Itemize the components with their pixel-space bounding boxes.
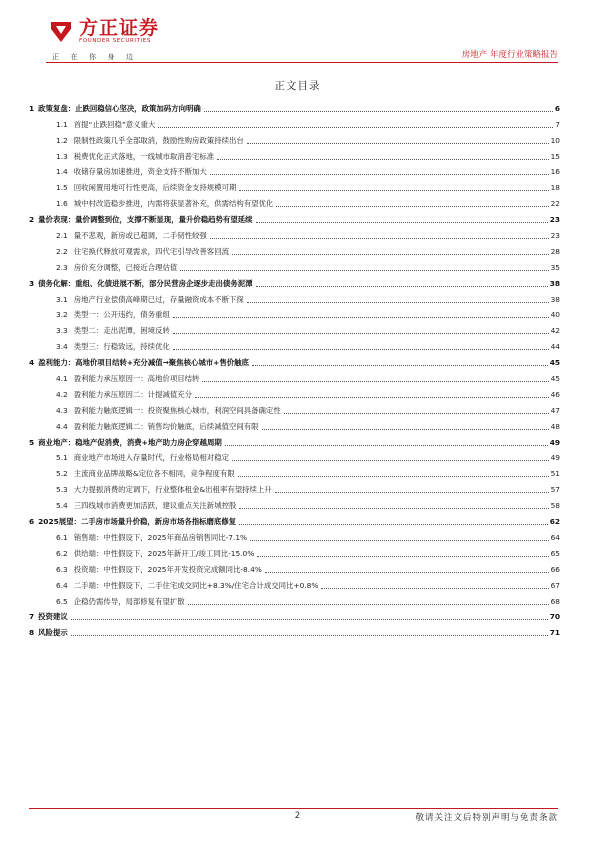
toc-leader-dots	[232, 460, 549, 461]
toc-page-number: 6	[554, 103, 560, 113]
toc-entry-title: 投资端：中性假设下，2025年开发投资完成额同比-8.4%	[73, 564, 262, 574]
toc-entry-title: 主流商业品牌战略&定位各不相同，竞争程度有限	[73, 469, 235, 479]
toc-entry-number: 1.5	[56, 183, 68, 193]
toc-page-number: 35	[550, 262, 560, 272]
toc-leader-dots	[188, 604, 549, 605]
toc-section-entry[interactable]	[29, 289, 560, 305]
toc-leader-dots	[276, 206, 548, 207]
toc-chapter-entry[interactable]	[29, 352, 560, 368]
report-type-label: 房地产 年度行业策略报告	[461, 50, 558, 60]
toc-section-entry[interactable]	[29, 495, 560, 511]
toc-page-number: 70	[549, 612, 560, 622]
toc-section-entry[interactable]	[29, 130, 560, 146]
toc-leader-dots	[71, 619, 548, 620]
toc-entry-title: 三四线城市消费更加活跃，建议重点关注新城控股	[73, 501, 237, 511]
toc-entry-title: 首提“止跌回稳”意义重大	[73, 119, 156, 129]
toc-entry-title: 类型一：公开违约，债务重组	[73, 310, 170, 320]
company-slogan: 正在你身边	[52, 53, 145, 61]
toc-section-entry[interactable]	[29, 527, 560, 543]
toc-entry-number: 6	[29, 517, 35, 527]
toc-entry-title: 量价表现：量价调整到位，支撑不断显现，量升价稳趋势有望延续	[38, 215, 253, 225]
toc-leader-dots	[262, 429, 549, 430]
toc-entry-number: 6.4	[56, 580, 68, 590]
toc-leader-dots	[225, 445, 548, 446]
toc-section-entry[interactable]	[29, 336, 560, 352]
toc-page-number: 10	[550, 135, 560, 145]
toc-page-number: 16	[550, 167, 560, 177]
toc-entry-title: 大力提振消费的定调下，行业整体租金&出租率有望持续上升	[73, 485, 272, 495]
toc-section-entry[interactable]	[29, 575, 560, 591]
toc-page-number: 46	[550, 389, 560, 399]
toc-entry-title: 债务化解：重组、化债进展不断，部分民营房企逐步走出债务泥潭	[38, 278, 253, 288]
toc-page-number: 66	[550, 564, 560, 574]
toc-entry-title: 盈利能力触底逻辑一：投资聚焦核心城市，利润空间具备确定性	[73, 405, 281, 415]
toc-leader-dots	[180, 270, 548, 271]
toc-section-entry[interactable]	[29, 114, 560, 130]
toc-entry-title: 回收闲置用地可行性更高，后续资金支持规模可期	[73, 183, 237, 193]
toc-entry-title: 风险提示	[38, 628, 68, 638]
toc-entry-number: 5.4	[56, 501, 68, 511]
toc-page-number: 15	[550, 151, 560, 161]
toc-section-entry[interactable]	[29, 241, 560, 257]
toc-entry-title: 量不悲观，新房或已超调，二手韧性较强	[73, 231, 207, 241]
toc-leader-dots	[202, 381, 548, 382]
toc-page-number: 62	[549, 517, 560, 527]
toc-entry-number: 3.2	[56, 310, 68, 320]
toc-page-number: 49	[550, 453, 560, 463]
toc-leader-dots	[173, 317, 549, 318]
toc-section-entry[interactable]	[29, 146, 560, 162]
toc-chapter-entry[interactable]	[29, 622, 560, 638]
logo-chinese-name: 方正证券	[79, 17, 160, 39]
toc-leader-dots	[173, 349, 549, 350]
toc-entry-number: 5.2	[56, 469, 68, 479]
toc-chapter-entry[interactable]	[29, 209, 560, 225]
footer-divider	[29, 808, 558, 809]
toc-page-number: 28	[550, 246, 560, 256]
toc-entry-title: 收储存量房加速推进，资金支持不断加大	[73, 167, 207, 177]
toc-page-number: 45	[549, 358, 560, 368]
founder-logo-icon	[48, 19, 74, 45]
toc-entry-title: 供给端：中性假设下，2025年新开工/竣工同比-15.0%	[73, 548, 255, 558]
toc-page-number: 22	[550, 199, 560, 209]
table-of-contents	[29, 98, 560, 638]
toc-page-number: 47	[550, 405, 560, 415]
toc-section-entry[interactable]	[29, 225, 560, 241]
toc-section-entry[interactable]	[29, 400, 560, 416]
toc-leader-dots	[239, 508, 548, 509]
toc-page-number: 38	[549, 278, 560, 288]
toc-leader-dots	[210, 174, 549, 175]
company-logo	[48, 18, 159, 45]
toc-leader-dots	[247, 302, 549, 303]
toc-entry-title: 盈利能力触底逻辑二：销售均价触底，后续减值空间有限	[73, 421, 259, 431]
toc-leader-dots	[232, 254, 549, 255]
toc-entry-number: 4	[29, 358, 35, 368]
toc-chapter-entry[interactable]	[29, 432, 560, 448]
toc-entry-title: 政策复盘：止跌回稳信心坚决，政策加码方向明确	[38, 103, 201, 113]
toc-section-entry[interactable]	[29, 320, 560, 336]
toc-entry-title: 税费优化正式落地，一线城市取消普宅标准	[73, 151, 215, 161]
toc-entry-number: 1.6	[56, 199, 68, 209]
toc-leader-dots	[265, 572, 549, 573]
toc-leader-dots	[204, 111, 553, 112]
toc-page-number: 42	[550, 326, 560, 336]
toc-entry-number: 1	[29, 103, 35, 113]
toc-page-number: 71	[549, 628, 560, 638]
toc-section-entry[interactable]	[29, 559, 560, 575]
toc-chapter-entry[interactable]	[29, 607, 560, 623]
toc-leader-dots	[210, 238, 549, 239]
toc-entry-number: 3.1	[56, 294, 68, 304]
toc-entry-number: 6.5	[56, 596, 68, 606]
header-divider	[46, 62, 558, 63]
toc-leader-dots	[158, 127, 553, 128]
toc-section-entry[interactable]	[29, 368, 560, 384]
toc-leader-dots	[257, 556, 548, 557]
toc-entry-number: 6.3	[56, 564, 68, 574]
toc-section-entry[interactable]	[29, 384, 560, 400]
toc-entry-number: 5.3	[56, 485, 68, 495]
toc-entry-number: 2.2	[56, 246, 68, 256]
toc-section-entry[interactable]	[29, 305, 560, 321]
toc-leader-dots	[284, 413, 549, 414]
toc-section-entry[interactable]	[29, 193, 560, 209]
toc-section-entry[interactable]	[29, 591, 560, 607]
toc-leader-dots	[217, 159, 548, 160]
toc-leader-dots	[239, 190, 548, 191]
toc-entry-title: 住宅换代释放可观需求，四代宅引导改善客回流	[73, 246, 229, 256]
toc-section-entry[interactable]	[29, 416, 560, 432]
toc-entry-number: 4.4	[56, 421, 68, 431]
toc-entry-number: 5.1	[56, 453, 68, 463]
toc-leader-dots	[275, 492, 549, 493]
toc-leader-dots	[250, 540, 549, 541]
toc-entry-number: 1.4	[56, 167, 68, 177]
toc-leader-dots	[247, 143, 549, 144]
toc-entry-title: 盈利能力承压原因二：计提减值充分	[73, 389, 193, 399]
toc-entry-title: 盈利能力：高地价项目结转+充分减值→聚焦核心城市+售价触底	[38, 358, 249, 368]
toc-section-entry[interactable]	[29, 162, 560, 178]
toc-section-entry[interactable]	[29, 479, 560, 495]
toc-page-number: 57	[550, 485, 560, 495]
page-number: 2	[294, 811, 301, 821]
toc-page-number: 7	[555, 119, 560, 129]
toc-entry-number: 7	[29, 612, 35, 622]
toc-leader-dots	[71, 635, 548, 636]
toc-entry-number: 4.2	[56, 389, 68, 399]
toc-page-number: 38	[550, 294, 560, 304]
toc-entry-number: 2.3	[56, 262, 68, 272]
toc-page-number: 45	[550, 374, 560, 384]
toc-entry-title: 二手端：中性假设下，二手住宅成交同比+8.3%/住宅合计成交同比+0.8%	[73, 580, 319, 590]
toc-entry-title: 企稳仍需传导，局部修复有望扩散	[73, 596, 185, 606]
toc-leader-dots	[173, 333, 549, 334]
toc-entry-title: 盈利能力承压原因一：高地价项目结转	[73, 374, 200, 384]
toc-entry-number: 2.1	[56, 231, 68, 241]
toc-page-number: 64	[550, 532, 560, 542]
toc-page-number: 23	[549, 215, 560, 225]
toc-entry-number: 3.4	[56, 342, 68, 352]
toc-page-number: 48	[550, 421, 560, 431]
toc-leader-dots	[256, 222, 548, 223]
toc-leader-dots	[239, 524, 548, 525]
toc-entry-title: 房地产行业偿债高峰期已过，存量融资成本不断下探	[73, 294, 244, 304]
toc-leader-dots	[195, 397, 549, 398]
toc-leader-dots	[252, 365, 548, 366]
toc-entry-title: 商业地产：稳地产促消费，消费+地产助力房企穿越周期	[38, 437, 222, 447]
toc-entry-title: 限制性政策几乎全部取消，鼓励性购房政策持续出台	[73, 135, 244, 145]
toc-section-entry[interactable]	[29, 257, 560, 273]
toc-section-entry[interactable]	[29, 177, 560, 193]
toc-entry-number: 3	[29, 278, 35, 288]
toc-entry-title: 2025展望：二手房市场量升价稳，新房市场各指标磨底修复	[38, 517, 237, 527]
toc-entry-number: 5	[29, 437, 35, 447]
toc-entry-number: 4.3	[56, 405, 68, 415]
toc-entry-number: 6.1	[56, 532, 68, 542]
toc-page-number: 40	[550, 310, 560, 320]
toc-entry-number: 8	[29, 628, 35, 638]
toc-page-number: 49	[549, 437, 560, 447]
toc-entry-number: 3.3	[56, 326, 68, 336]
toc-page-number: 65	[550, 548, 560, 558]
toc-page-number: 23	[550, 231, 560, 241]
disclaimer-link[interactable]: 敬请关注文后特别声明与免责条款	[415, 813, 558, 823]
toc-entry-title: 类型三：行稳致远，持续优化	[73, 342, 170, 352]
toc-title: 正文目录	[274, 80, 321, 92]
toc-leader-dots	[321, 588, 548, 589]
toc-section-entry[interactable]	[29, 448, 560, 464]
toc-entry-number: 1.1	[56, 119, 68, 129]
toc-entry-number: 1.2	[56, 135, 68, 145]
toc-entry-number: 2	[29, 215, 35, 225]
toc-entry-number: 1.3	[56, 151, 68, 161]
toc-entry-title: 投资建议	[38, 612, 68, 622]
toc-entry-title: 销售端：中性假设下，2025年商品房销售同比-7.1%	[73, 532, 248, 542]
logo-english-name: FOUNDER SECURITIES	[79, 38, 151, 44]
toc-page-number: 44	[550, 342, 560, 352]
toc-page-number: 58	[550, 501, 560, 511]
page-header	[0, 0, 595, 75]
toc-leader-dots	[256, 286, 548, 287]
toc-leader-dots	[238, 476, 549, 477]
toc-chapter-entry[interactable]	[29, 511, 560, 527]
toc-section-entry[interactable]	[29, 543, 560, 559]
toc-entry-number: 4.1	[56, 374, 68, 384]
toc-page-number: 51	[550, 469, 560, 479]
toc-entry-title: 城中村改造稳步推进，内需将获显著补充，供需结构有望优化	[73, 199, 274, 209]
toc-section-entry[interactable]	[29, 463, 560, 479]
toc-entry-title: 房价充分调整，已接近合理估值	[73, 262, 178, 272]
toc-entry-title: 商业地产市场进入存量时代，行业格局相对稳定	[73, 453, 229, 463]
toc-chapter-entry[interactable]	[29, 273, 560, 289]
toc-chapter-entry[interactable]	[29, 98, 560, 114]
toc-entry-number: 6.2	[56, 548, 68, 558]
toc-page-number: 18	[550, 183, 560, 193]
toc-entry-title: 类型二：走出泥潭，困境反转	[73, 326, 170, 336]
toc-page-number: 67	[550, 580, 560, 590]
toc-page-number: 68	[550, 596, 560, 606]
